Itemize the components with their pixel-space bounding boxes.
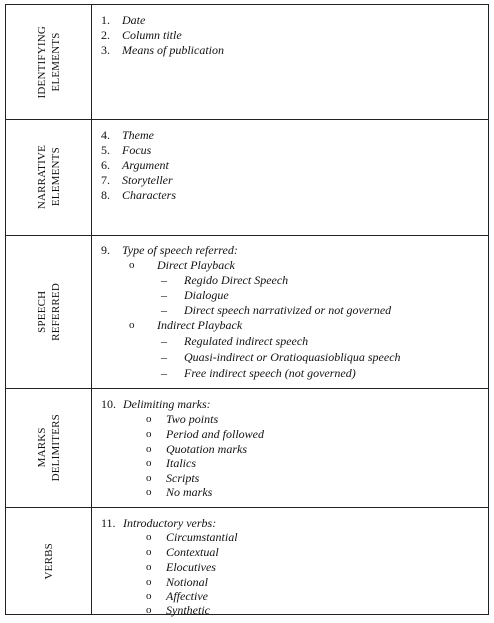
bullet-text: Affective	[166, 589, 208, 603]
dash-marker: –	[161, 303, 167, 317]
bullet-marker: o	[129, 259, 135, 271]
item-text: Means of publication	[122, 43, 224, 57]
list-item	[101, 28, 182, 42]
bullet-text: Two points	[166, 412, 219, 426]
item-text: Delimiting marks:	[123, 397, 211, 411]
row-label-verbs	[42, 543, 56, 579]
list-item	[101, 188, 176, 202]
list-item	[101, 158, 169, 172]
bullet-text: Circumstantial	[166, 530, 238, 544]
bullet-marker: o	[146, 413, 152, 425]
row-label-cell	[6, 120, 92, 235]
bullet-text: Scripts	[166, 471, 200, 485]
bullet-marker: o	[129, 319, 135, 331]
dash-marker: –	[161, 273, 167, 287]
row-label-cell	[6, 236, 92, 388]
bullet-text: Indirect Playback	[157, 318, 243, 332]
dash-marker: –	[161, 288, 167, 302]
item-text: Focus	[122, 143, 152, 157]
dash-marker: –	[161, 366, 167, 380]
bullet-text: Quotation marks	[166, 442, 247, 456]
bullet-text: Synthetic	[166, 603, 210, 617]
bullet-marker: o	[146, 443, 152, 455]
list-heading	[101, 516, 217, 530]
item-text: Argument	[122, 158, 169, 172]
list-heading	[101, 397, 211, 411]
item-text: Characters	[122, 188, 176, 202]
item-number: 1.	[101, 13, 110, 27]
label-line: NARRATIVE	[35, 145, 48, 210]
row-label-cell	[6, 389, 92, 507]
sub-item-text: Direct speech narrativized or not governed	[184, 303, 392, 317]
row-label-speech	[35, 283, 63, 341]
label-line: DELIMITERS	[49, 414, 62, 482]
list-item	[101, 13, 146, 27]
item-number: 10.	[101, 397, 116, 411]
item-number: 8.	[101, 188, 110, 202]
item-number: 5.	[101, 143, 110, 157]
bullet-marker: o	[146, 546, 152, 558]
list-heading	[101, 243, 238, 257]
list-item	[101, 173, 173, 187]
sub-item-text: Regulated indirect speech	[184, 334, 309, 348]
sub-item-text: Free indirect speech (not governed)	[184, 366, 356, 380]
dash-marker: –	[161, 350, 167, 364]
label-line: ELEMENTS	[49, 147, 62, 208]
list-item	[101, 43, 224, 57]
row-content-narrative	[92, 120, 488, 235]
table-row-marks	[6, 388, 488, 507]
row-content-identifying	[92, 5, 488, 119]
table-row-identifying	[6, 5, 488, 119]
item-number: 11.	[101, 516, 116, 530]
bullet-marker: o	[146, 531, 152, 543]
label-line: MARKS	[35, 427, 48, 469]
bullet-marker: o	[146, 486, 152, 498]
bullet-text: Contextual	[166, 545, 219, 559]
sub-item-text: Regido Direct Speech	[184, 273, 289, 287]
item-text: Introductory verbs:	[123, 516, 217, 530]
row-label-cell	[6, 508, 92, 614]
sub-item-text: Dialogue	[184, 288, 229, 302]
item-text: Date	[122, 13, 146, 27]
list-item	[101, 143, 152, 157]
item-number: 9.	[101, 243, 110, 257]
item-text: Column title	[122, 28, 182, 42]
row-label-narrative	[35, 145, 63, 209]
bullet-marker: o	[146, 590, 152, 602]
row-label-marks	[35, 414, 63, 481]
bullet-text: Elocutives	[166, 560, 216, 574]
bullet-marker: o	[146, 576, 152, 588]
item-text: Theme	[122, 128, 154, 142]
bullet-marker: o	[146, 604, 152, 616]
item-text: Storyteller	[122, 173, 173, 187]
table-row-narrative	[6, 119, 488, 235]
label-line: IDENTIFYING	[35, 25, 48, 99]
bullet-text: Direct Playback	[157, 258, 235, 272]
bullet-text: Italics	[166, 456, 196, 470]
bullet-marker: o	[146, 561, 152, 573]
bullet-text: No marks	[166, 485, 213, 499]
item-number: 2.	[101, 28, 110, 42]
item-number: 4.	[101, 128, 110, 142]
row-label-cell	[6, 5, 92, 119]
item-number: 3.	[101, 43, 110, 57]
table-row-speech	[6, 235, 488, 388]
dash-marker: –	[161, 334, 167, 348]
list-item	[101, 128, 154, 142]
label-line: VERBS	[42, 542, 55, 580]
bullet-text: Notional	[166, 575, 209, 589]
label-line: ELEMENTS	[49, 32, 62, 92]
label-line: REFERRED	[49, 283, 62, 341]
item-number: 7.	[101, 173, 110, 187]
bullet-marker: o	[146, 457, 152, 469]
bullet-marker: o	[146, 428, 152, 440]
sub-item-text: Quasi-indirect or Oratioquasiobliqua speech	[184, 350, 401, 364]
table-row-verbs	[6, 507, 488, 617]
row-content-speech	[92, 236, 488, 388]
item-text: Type of speech referred:	[122, 243, 238, 257]
row-content-verbs	[92, 508, 488, 617]
classification-table	[5, 4, 489, 615]
item-number: 6.	[101, 158, 110, 172]
row-content-marks	[92, 389, 488, 507]
bullet-text: Period and followed	[166, 427, 264, 441]
label-line: SPEECH	[35, 290, 48, 334]
bullet-marker: o	[146, 472, 152, 484]
row-label-identifying	[35, 26, 63, 98]
